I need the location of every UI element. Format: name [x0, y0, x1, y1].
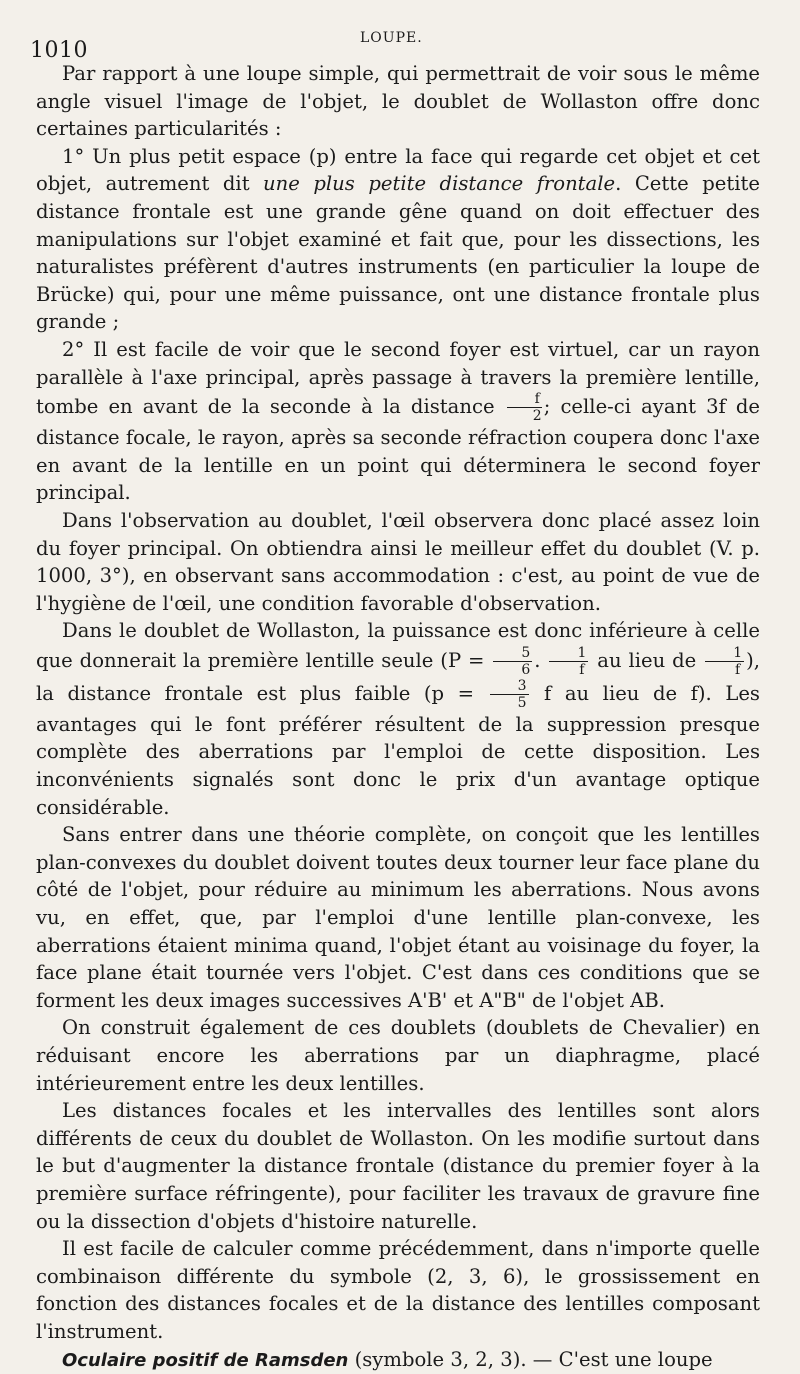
paragraph-text: 2° Il est facile de voir que le second foyer est virtuel, car un rayon parallèle à l'axe principal, après passage à travers la première lentille, tombe en avant de la seconde à la distance: [36, 337, 760, 419]
fraction: [490, 678, 529, 711]
emphasis-text: une plus petite distance frontale: [263, 172, 616, 196]
fraction-numerator: f: [507, 391, 542, 408]
fraction-denominator: 6: [521, 661, 531, 678]
paragraph-text: f au lieu de f). Les avantages qui le font préférer résultent de la suppression presque complète des aberrations par l'emploi de cette disposition. Les inconvénients signalés sont donc le prix d'un avantage optique considérable.: [36, 681, 760, 819]
body-text: [36, 60, 760, 1374]
paragraph: [36, 1014, 760, 1097]
paragraph: [36, 60, 760, 143]
paragraph-text: Sans entrer dans une théorie complète, on conçoit que les lentilles plan-convexes du doublet doivent toutes deux tourner leur face plane du côté de l'objet, pour réduire au minimum les aberrations. Nous avons vu, en effet, que, par l'emploi d'une lentille plan-convexe, les aberrations étaient minima quand, l'objet étant au voisinage du foyer, la face plane était tournée vers l'objet. C'est dans ces conditions que se forment les deux images successives A'B' et A"B" de l'objet AB.: [36, 823, 760, 1012]
fraction-numerator: 3: [490, 678, 529, 695]
fraction-denominator: 2: [532, 408, 542, 425]
paragraph-text: Dans l'observation au doublet, l'œil observera donc placé assez loin du foyer principal. On obtiendra ainsi le meilleur effet du doublet (V. p. 1000, 3°), en observant sans accommodation : c'est, au point de vue de l'hygiène de l'œil, une condition favorable d'observation.: [36, 508, 760, 615]
paragraph-text: . Cette petite distance frontale est une grande gêne quand on doit effectuer des manipulations sur l'objet examiné et fait que, pour les dissections, les naturalistes préfèrent d'autres instruments (en particulier la loupe de Brücke) qui, pour une même puissance, ont une distance frontale plus grande ;: [36, 172, 760, 334]
paragraph-text: (symbole 3, 2, 3). — C'est une loupe: [348, 1347, 713, 1371]
paragraph: [36, 821, 760, 1014]
fraction-denominator: f: [735, 661, 741, 678]
fraction: [705, 645, 744, 678]
running-head: LOUPE.: [360, 30, 423, 46]
paragraph-text: .: [534, 648, 548, 672]
paragraph-text: On construit également de ces doublets (doublets de Chevalier) en réduisant encore les aberrations par un diaphragme, placé intérieurement entre les deux lentilles.: [36, 1016, 760, 1095]
paragraph-text: ; celle-ci ayant 3f de distance focale, le rayon, après sa seconde réfraction coupera donc l'axe en avant de la lentille en un point qui déterminera le second foyer principal.: [36, 395, 760, 505]
paragraph: [36, 336, 760, 507]
paragraph-text: ), la distance frontale est plus faible (p =: [36, 648, 760, 705]
paragraph-text: Il est facile de calculer comme précédemment, dans n'importe quelle combinaison différente du symbole (2, 3, 6), le grossissement en fonction des distances focales et de la distance des lentilles composant l'instrument.: [36, 1237, 760, 1343]
fraction-denominator: 5: [517, 694, 527, 711]
fraction-numerator: 1: [705, 645, 744, 662]
fraction-denominator: f: [579, 661, 585, 678]
paragraph: [36, 1097, 760, 1235]
section-heading: Oculaire positif de Ramsden: [62, 1349, 349, 1371]
fraction: [507, 391, 542, 424]
page-header: [0, 30, 800, 63]
paragraph: [36, 507, 760, 617]
fraction: [493, 645, 532, 678]
paragraph: [36, 1346, 760, 1374]
paragraph: [36, 1235, 760, 1345]
paragraph-text: 1° Un plus petit espace (p) entre la face qui regarde cet objet et cet objet, autrement dit: [36, 144, 760, 196]
paragraph-text: Les distances focales et les intervalles des lentilles sont alors différents de ceux du doublet de Wollaston. On les modifie surtout dans le but d'augmenter la distance frontale (distance du premier foyer à la première surface réfringente), pour faciliter les travaux de gravure fine ou la dissection d'objets d'histoire naturelle.: [36, 1099, 760, 1233]
paragraph: [36, 143, 760, 336]
fraction-numerator: 5: [493, 645, 532, 662]
paragraph-text: Par rapport à une loupe simple, qui permettrait de voir sous le même angle visuel l'image de l'objet, le doublet de Wollaston offre donc certaines particularités :: [36, 62, 760, 141]
paragraph-text: au lieu de: [590, 648, 704, 672]
fraction-numerator: 1: [549, 645, 588, 662]
fraction: [549, 645, 588, 678]
paragraph-text: Dans le doublet de Wollaston, la puissance est donc inférieure à celle que donnerait la première lentille seule (P =: [36, 619, 760, 672]
paragraph: [36, 617, 760, 821]
page-number: 1010: [30, 38, 88, 63]
